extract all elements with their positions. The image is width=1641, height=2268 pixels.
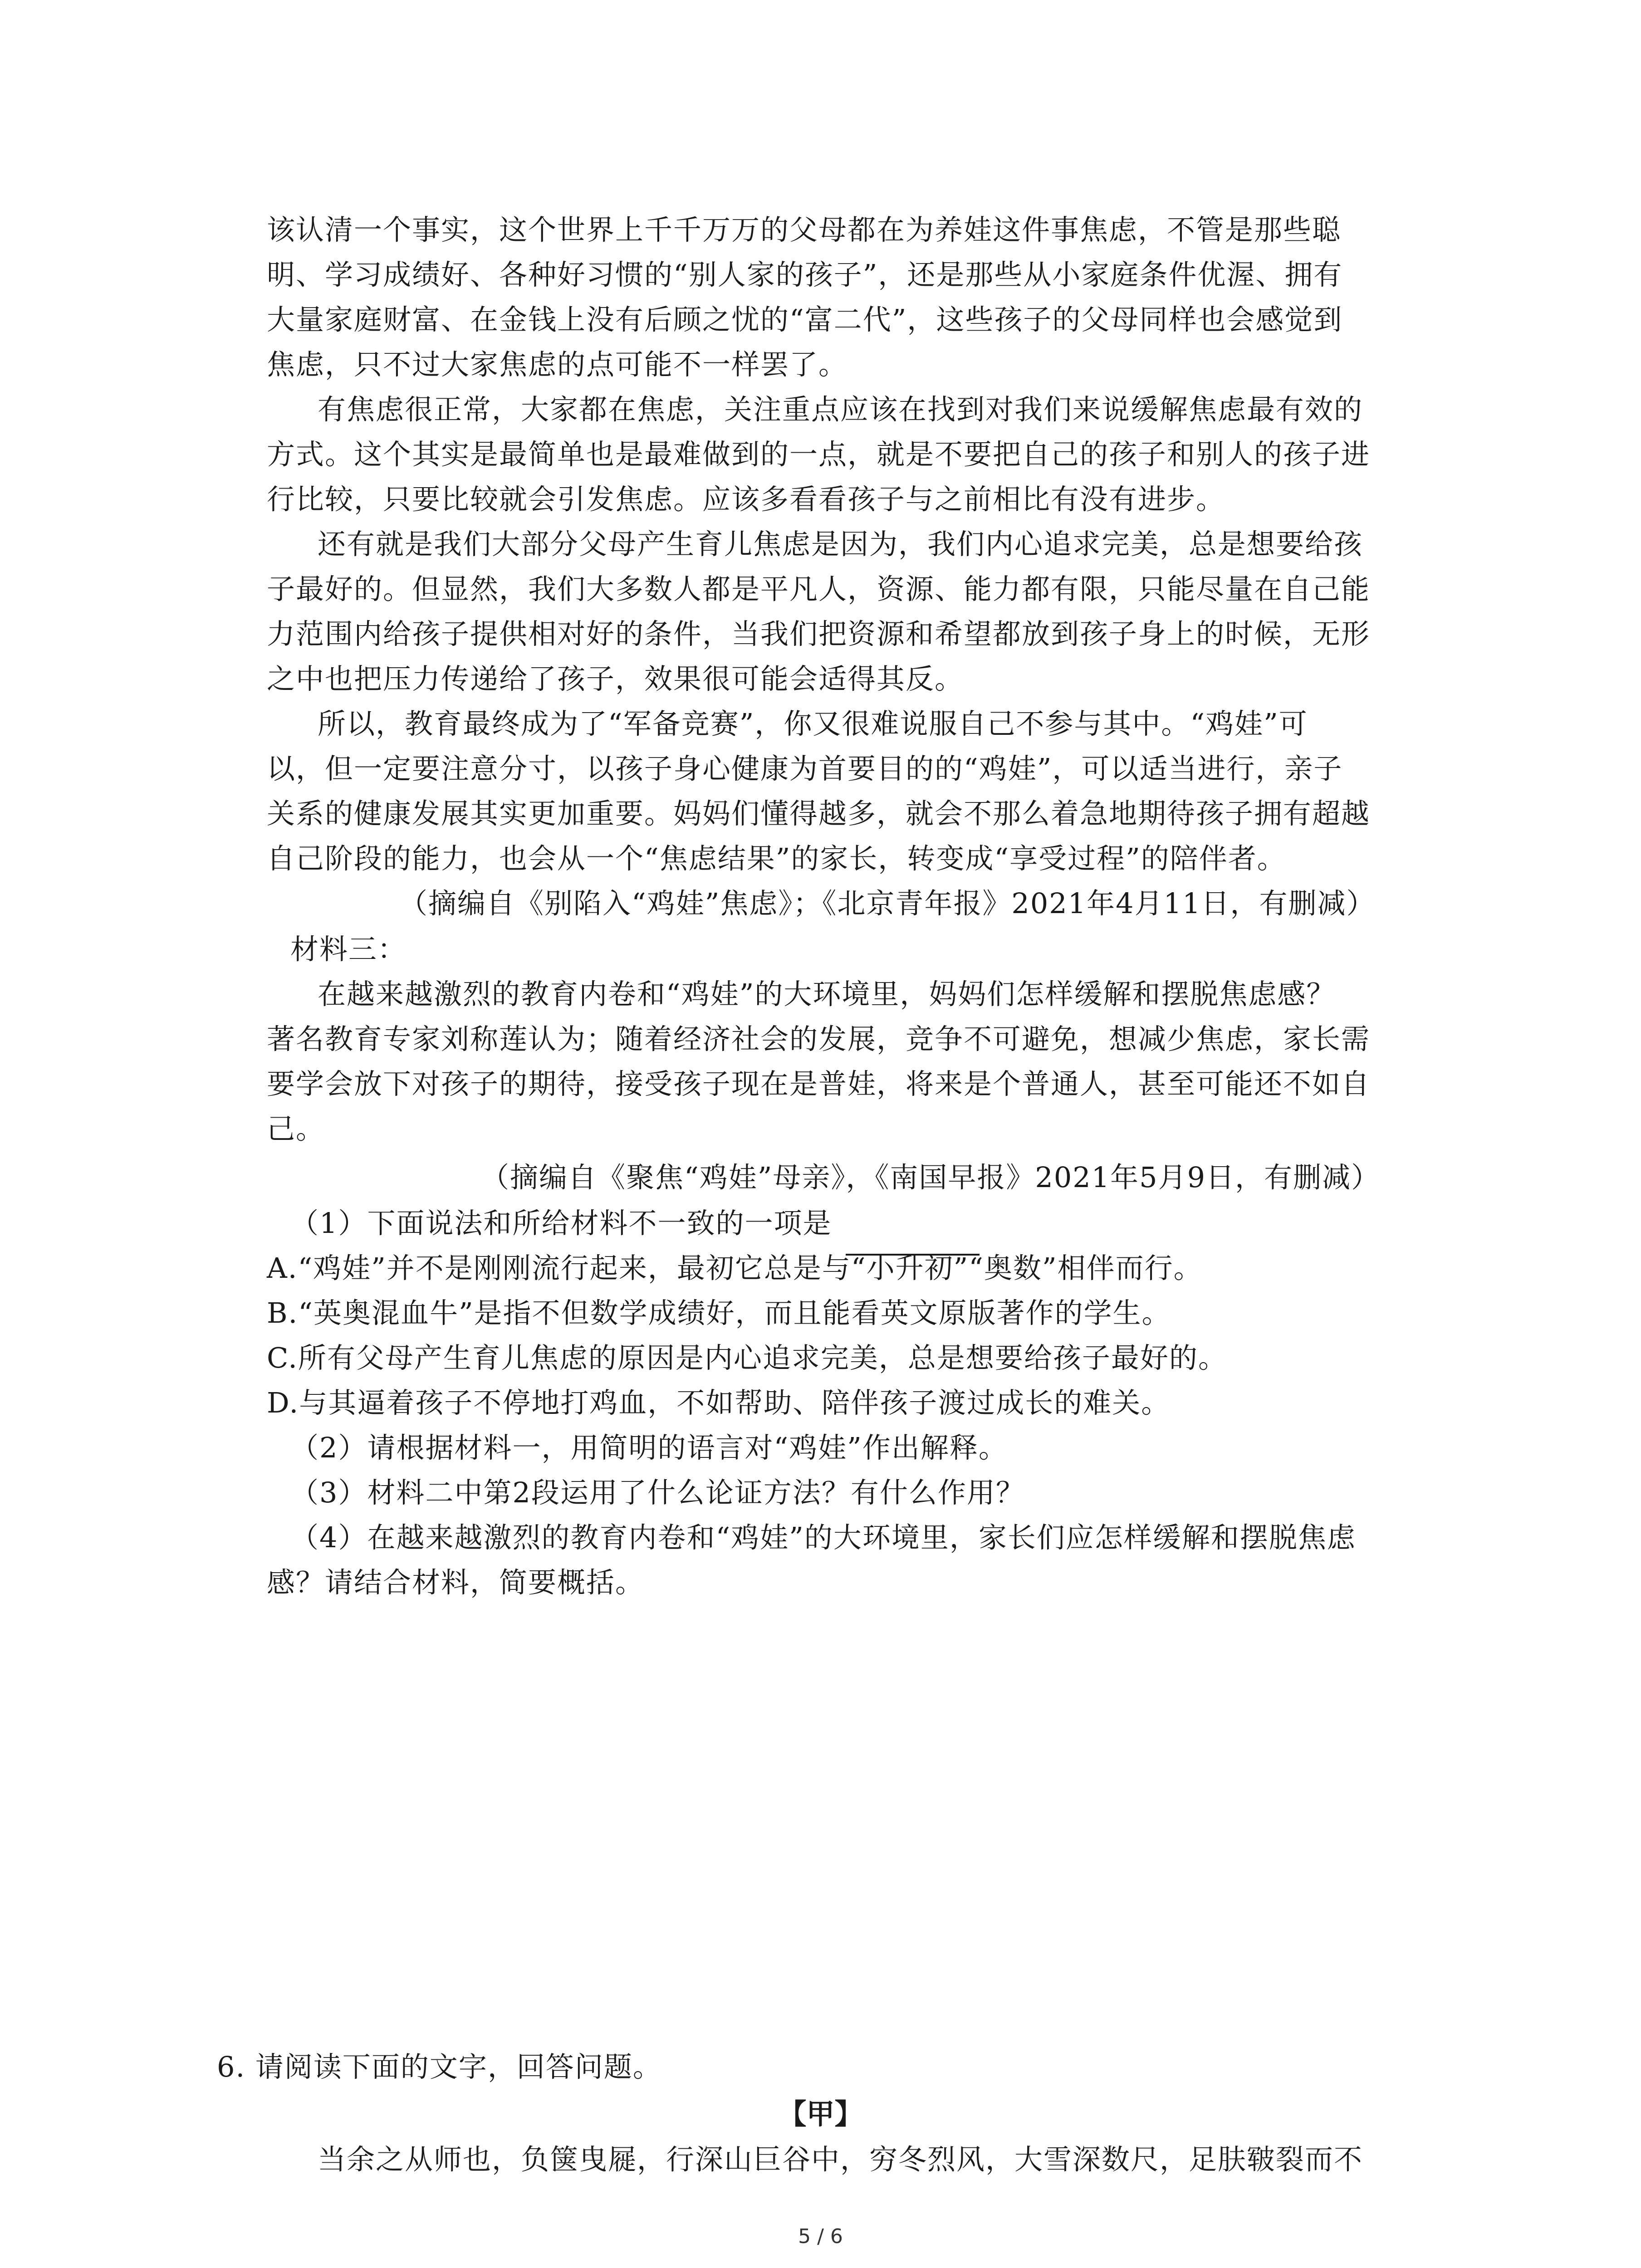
option-c: C.所有父母产生育儿焦虑的原因是内心追求完美，总是想要给孩子最好的。 (267, 1341, 1227, 1374)
text-line: 当余之从师也，负箧曳屣，行深山巨谷中，穷冬烈风，大雪深数尺，足肤皲裂而不 (318, 2143, 1363, 2176)
source-citation: （摘编自《别陷入“鸡娃”焦虑》；《北京青年报》2021年4月11日，有删减） (399, 887, 1376, 920)
option-a: A.“鸡娃”并不是刚刚流行起来，最初它总是与“小升初”“奥数”相伴而行。 (267, 1251, 1203, 1285)
question-3: （3）材料二中第2段运用了什么论证方法？有什么作用？ (290, 1476, 1025, 1509)
text-line: 关系的健康发展其实更加重要。妈妈们懂得越多，就会不那么着急地期待孩子拥有超越 (267, 797, 1371, 830)
text-line: 该认清一个事实，这个世界上千千万万的父母都在为养娃这件事焦虑，不管是那些聪 (267, 213, 1342, 246)
text-line: 方式。这个其实是最简单也是最难做到的一点，就是不要把自己的孩子和别人的孩子进 (267, 438, 1371, 471)
text-line: 子最好的。但显然，我们大多数人都是平凡人，资源、能力都有限，只能尽量在自己能 (267, 572, 1371, 606)
text-line: 要学会放下对孩子的期待，接受孩子现在是普娃，将来是个普通人，甚至可能还不如自 (267, 1067, 1371, 1100)
page-number: 5 / 6 (798, 2225, 843, 2248)
text-line: 大量家庭财富、在金钱上没有后顾之忧的“富二代”，这些孩子的父母同样也会感觉到 (267, 303, 1343, 336)
text-line: 自己阶段的能力，也会从一个“焦虑结果”的家长，转变成“享受过程”的陪伴者。 (267, 842, 1286, 875)
text-line: 还有就是我们大部分父母产生育儿焦虑是因为，我们内心追求完美，总是想要给孩 (318, 528, 1363, 561)
source-citation: （摘编自《聚焦“鸡娃”母亲》，《南国早报》2021年5月9日，有删减） (481, 1161, 1381, 1194)
text-line: 己。 (267, 1112, 325, 1145)
text-line: 以，但一定要注意分寸，以孩子身心健康为首要目的的“鸡娃”，可以适当进行，亲子 (267, 752, 1343, 785)
question-6-prompt: 6. 请阅读下面的文字，回答问题。 (217, 2050, 662, 2083)
text-line: 著名教育专家刘称莲认为；随着经济社会的发展，竞争不可避免，想减少焦虑，家长需 (267, 1022, 1371, 1056)
question-1: （1）下面说法和所给材料不一致的一项是 (290, 1207, 832, 1240)
text-line: 之中也把压力传递给了孩子，效果很可能会适得其反。 (267, 662, 964, 695)
text-line: 明、学习成绩好、各种好习惯的“别人家的孩子”，还是那些从小家庭条件优渥、拥有 (267, 258, 1343, 291)
text-line: 行比较，只要比较就会引发焦虑。应该多看看孩子与之前相比有没有进步。 (267, 483, 1225, 516)
option-d: D.与其逼着孩子不停地打鸡血，不如帮助、陪伴孩子渡过成长的难关。 (267, 1386, 1171, 1419)
text-line: 有焦虑很正常，大家都在焦虑，关注重点应该在找到对我们来说缓解焦虑最有效的 (318, 393, 1363, 426)
question-4: （4）在越来越激烈的教育内卷和“鸡娃”的大环境里，家长们应怎样缓解和摆脱焦虑 (290, 1521, 1356, 1554)
material-heading: 材料三： (290, 933, 407, 966)
question-2: （2）请根据材料一，用简明的语言对“鸡娃”作出解释。 (290, 1431, 1008, 1464)
text-line: 焦虑，只不过大家焦虑的点可能不一样罢了。 (267, 348, 848, 381)
text-line: 所以，教育最终成为了“军备竞赛”，你又很难说服自己不参与其中。“鸡娃”可 (318, 707, 1308, 740)
text-line: 力范围内给孩子提供相对好的条件，当我们把资源和希望都放到孩子身上的时候，无形 (267, 617, 1371, 650)
section-marker: 【甲】 (778, 2097, 863, 2131)
option-b: B.“英奥混血牛”是指不但数学成绩好，而且能看英文原版著作的学生。 (267, 1296, 1171, 1330)
question-4-cont: 感？请结合材料，简要概括。 (267, 1566, 645, 1599)
text-line: 在越来越激烈的教育内卷和“鸡娃”的大环境里，妈妈们怎样缓解和摆脱焦虑感？ (318, 978, 1336, 1011)
